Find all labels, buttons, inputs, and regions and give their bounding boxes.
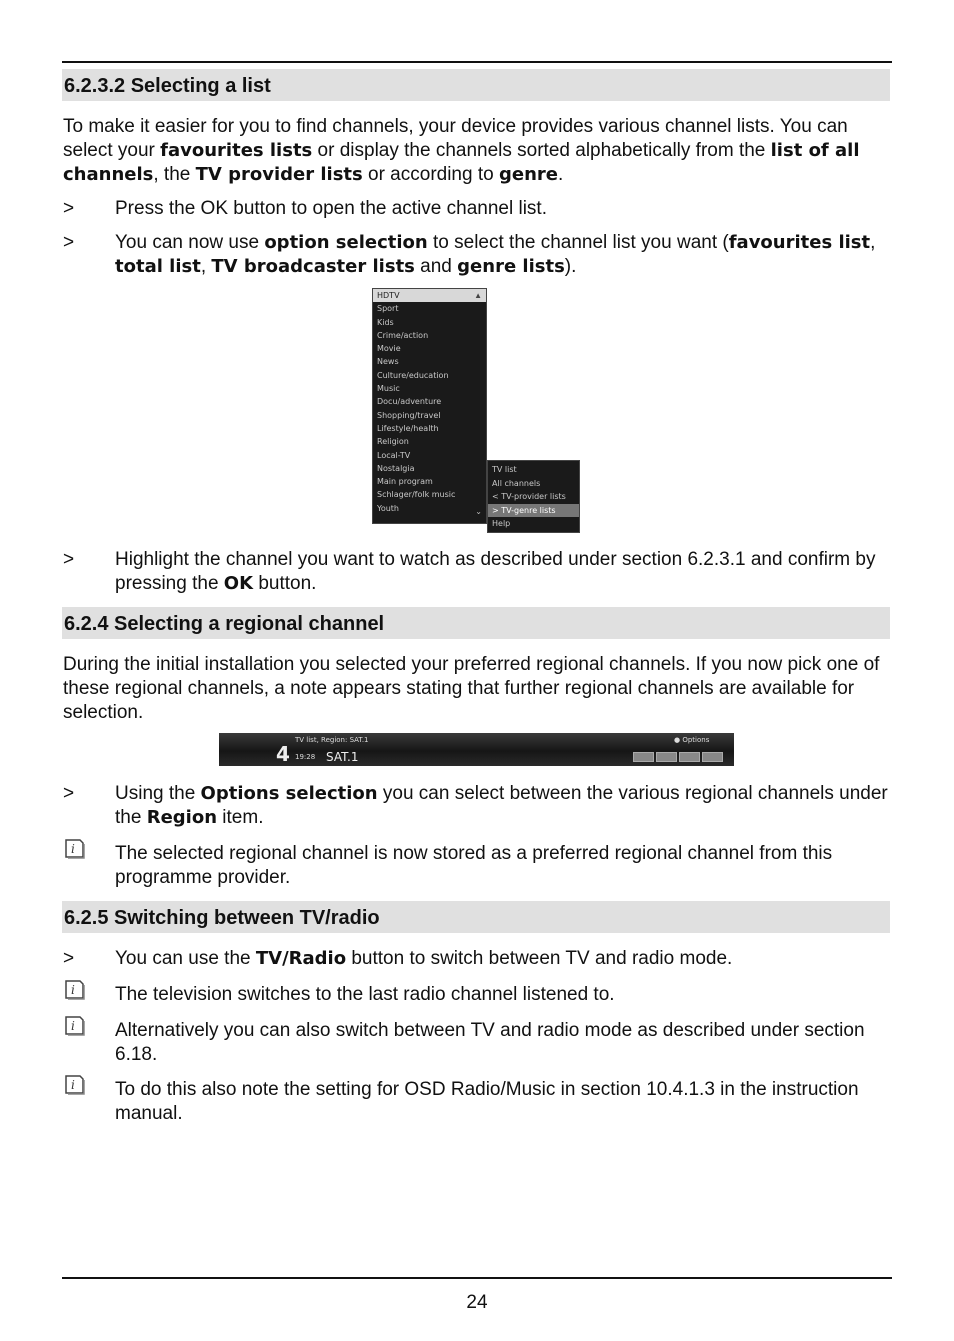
info-note-icon — [63, 979, 87, 1001]
menu-item[interactable]: Lifestyle/health — [377, 423, 439, 433]
genre-menu — [372, 288, 487, 524]
step-highlight-channel — [63, 548, 891, 596]
info-note-regional — [63, 842, 891, 890]
info-note-icon — [63, 1015, 87, 1037]
step-text: Highlight the channel you want to watch as described under section 6.2.3.1 and confirm by pressing the OK button. — [115, 549, 876, 594]
keyword: TV provider lists — [195, 164, 363, 185]
submenu-item[interactable]: > TV-genre lists — [488, 504, 579, 518]
submenu-item[interactable]: < TV-provider lists — [492, 492, 566, 501]
step-text: You can now use option selection to select the channel list you want (favourites list, total list, TV broadcaster lists and genre lists). — [115, 232, 876, 277]
list-type-submenu — [487, 460, 580, 533]
info-note-alternative — [63, 1019, 891, 1067]
menu-item[interactable]: Schlager/folk music — [377, 490, 456, 500]
infobar-options-label — [674, 736, 709, 744]
keyword: favourites lists — [160, 140, 313, 161]
info-note-last-radio — [63, 983, 891, 1007]
menu-item[interactable]: Local-TV — [377, 450, 411, 460]
step-text: Press the OK button to open the active channel list. — [115, 198, 547, 219]
keyword: genre lists — [457, 256, 565, 277]
channel-list-menu-screenshot — [372, 288, 580, 533]
info-note-icon — [63, 1074, 87, 1096]
keyword: favourites list — [728, 232, 871, 253]
bullet-mark: > — [63, 198, 75, 219]
menu-item[interactable]: Nostalgia — [377, 463, 415, 473]
menu-item[interactable]: Crime/action — [377, 330, 429, 340]
infobar-channel-number: 4 — [276, 742, 290, 766]
keyword: TV broadcaster lists — [211, 256, 415, 277]
step-option-selection — [63, 231, 891, 279]
info-note-icon — [63, 838, 87, 860]
keyword: TV/Radio — [255, 948, 347, 969]
info-text: To do this also note the setting for OSD Radio/Music in section 10.4.1.3 in the instruction manual. — [115, 1079, 859, 1124]
bullet-mark: > — [63, 232, 75, 253]
svg-text:i: i — [71, 983, 75, 997]
keyword: genre — [498, 164, 558, 185]
keyword: Region — [146, 807, 218, 828]
info-note-osd-setting — [63, 1078, 891, 1126]
menu-item[interactable]: Docu/adventure — [377, 397, 442, 407]
infobar-status-badges — [633, 752, 723, 762]
status-badge — [656, 752, 677, 762]
bullet-mark: > — [63, 948, 75, 969]
genre-menu-items — [373, 289, 486, 515]
step-open-list — [63, 197, 891, 221]
chevron-up-icon: ▲ — [474, 291, 482, 300]
keyword: OK — [223, 573, 254, 594]
submenu-item[interactable]: All channels — [492, 478, 541, 488]
infobar-time: 19:28 — [295, 753, 316, 761]
menu-item[interactable]: Religion — [377, 437, 409, 447]
intro-paragraph-6232: To make it easier for you to find channels, your device provides various channel lists. You can select your favourites lists or display the channels sorted alphabetically from the list of all channels, the TV provider lists or according to genre. — [63, 116, 860, 185]
status-badge — [633, 752, 654, 762]
options-button-icon: ● — [674, 736, 681, 744]
menu-item[interactable]: Youth — [377, 503, 399, 513]
menu-item[interactable]: HDTV — [373, 289, 486, 302]
keyword: Options selection — [200, 783, 378, 804]
section-heading-624: 6.2.4 Selecting a regional channel — [62, 607, 890, 639]
svg-text:i: i — [71, 1078, 75, 1092]
submenu-item[interactable]: TV list — [492, 465, 517, 474]
step-tv-radio — [63, 947, 891, 971]
menu-item[interactable]: Sport — [377, 304, 399, 314]
submenu-item[interactable]: Help — [492, 519, 511, 528]
svg-text:i: i — [71, 1019, 75, 1033]
step-options-selection — [63, 782, 891, 830]
menu-item[interactable]: News — [377, 357, 399, 367]
infobar-channel-name: SAT.1 — [326, 750, 359, 764]
infobar-options-text: Options — [682, 736, 710, 744]
menu-item[interactable]: Culture/education — [377, 370, 449, 380]
step-text: You can use the TV/Radio button to switch between TV and radio mode. — [115, 948, 733, 969]
status-badge — [702, 752, 723, 762]
status-badge — [679, 752, 700, 762]
menu-item[interactable]: Movie — [377, 344, 401, 354]
infobar-list-label: TV list, Region: SAT.1 — [295, 736, 369, 744]
submenu-items — [488, 463, 579, 531]
bullet-mark: > — [63, 783, 75, 804]
info-text: Alternatively you can also switch between TV and radio mode as described under section 6.18. — [115, 1020, 865, 1065]
section-heading-6232: 6.2.3.2 Selecting a list — [62, 69, 890, 101]
info-text: The selected regional channel is now stored as a preferred regional channel from this programme provider. — [115, 843, 833, 888]
menu-item[interactable]: Shopping/travel — [377, 410, 441, 420]
menu-item[interactable]: Kids — [377, 317, 394, 327]
page-number: 24 — [466, 1292, 488, 1313]
keyword: option selection — [264, 232, 428, 253]
svg-text:i: i — [71, 842, 75, 856]
info-text: The television switches to the last radio channel listened to. — [115, 984, 615, 1005]
keyword: total list — [115, 256, 201, 277]
menu-item[interactable]: Music — [377, 384, 400, 394]
top-rule — [62, 61, 892, 63]
bottom-rule — [62, 1277, 892, 1279]
menu-item[interactable]: Main program — [377, 477, 433, 487]
keyword: list of all channels — [63, 140, 860, 185]
intro-paragraph-624: During the initial installation you selected your preferred regional channels. If you now pick one of these regional channels, a note appears stating that further regional channels are available for selection. — [63, 654, 880, 723]
step-text: Using the Options selection you can select between the various regional channels under the Region item. — [115, 783, 888, 828]
chevron-down-icon: ⌄ — [475, 507, 482, 516]
bullet-mark: > — [63, 549, 75, 570]
section-heading-625: 6.2.5 Switching between TV/radio — [62, 901, 890, 933]
regional-infobar-screenshot — [219, 733, 734, 766]
